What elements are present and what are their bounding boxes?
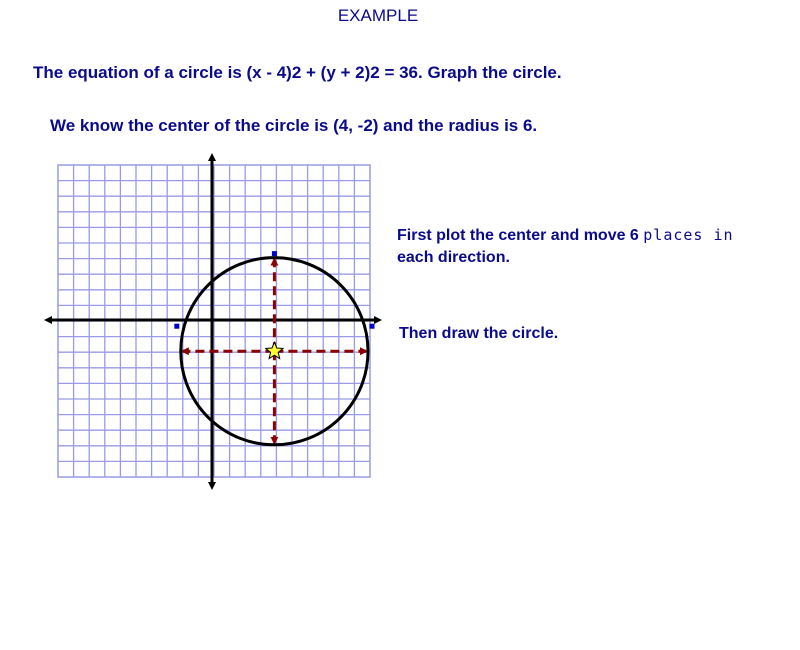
- page-title: EXAMPLE: [337, 6, 419, 25]
- step-1-line-1b: places in: [643, 226, 734, 244]
- point-left: [174, 324, 179, 329]
- point-right: [370, 324, 375, 329]
- step-1-line-2: each direction.: [397, 249, 510, 266]
- point-top: [272, 251, 277, 256]
- problem-statement: The equation of a circle is (x - 4)2 + (y + 2)2 = 36. Graph the circle.: [33, 63, 562, 82]
- step-1-line-1a: First plot the center and move 6: [397, 227, 644, 244]
- known-facts: We know the center of the circle is (4, -2) and the radius is 6.: [50, 116, 538, 135]
- step-2-text: Then draw the circle.: [399, 325, 559, 342]
